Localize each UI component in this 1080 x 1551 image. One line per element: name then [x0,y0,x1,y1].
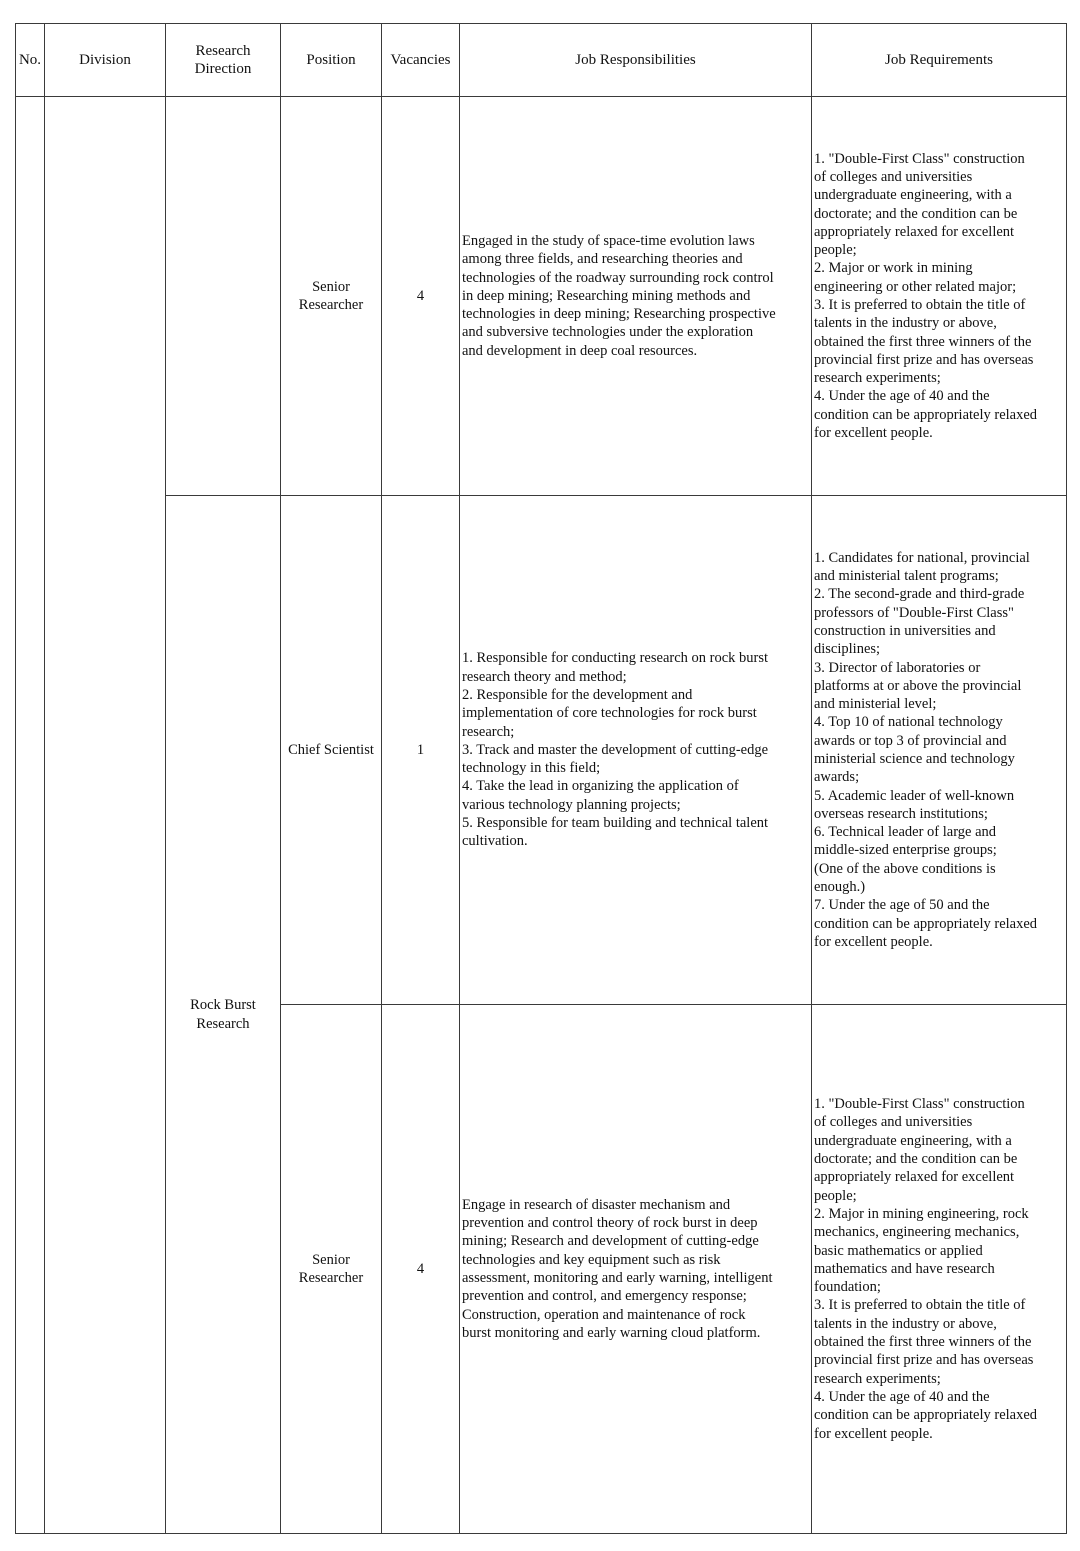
responsibilities-cell: Engaged in the study of space-time evolution laws among three fields, and researching theories and technologies of the roadway surrounding rock control in deep mining; Researching mining methods and technologies in deep mining; Researching prospective and subversive technologies under the exploration and development in deep coal resources. [460,97,812,496]
header-research-direction: Research Direction [166,24,281,97]
vacancies-cell: 4 [382,97,460,496]
research-direction-cell [166,97,281,496]
header-position: Position [281,24,382,97]
requirements-cell: 1. Candidates for national, provincial and ministerial talent programs; 2. The second-grade and third-grade professors of "Double-First Class" construction in universities and disciplines; 3. Director of laboratories or platforms at or above the provincial and ministerial level; 4. Top 10 of national technology awards or top 3 of provincial and ministerial science and technology awards; 5. Academic leader of well-known overseas research institutions; 6. Technical leader of large and middle-sized enterprise groups; (One of the above conditions is enough.) 7. Under the age of 50 and the condition can be appropriately relaxed for excellent people. [812,496,1067,1005]
position-cell: Senior Researcher [281,97,382,496]
no-cell [16,97,45,1534]
requirements-cell: 1. "Double-First Class" construction of colleges and universities undergraduate engineering, with a doctorate; and the condition can be appropriately relaxed for excellent people; 2. Major or work in mining engineering or other related major; 3. It is preferred to obtain the title of talents in the industry or above, obtained the first three winners of the provincial first prize and has overseas research experiments; 4. Under the age of 40 and the condition can be appropriately relaxed for excellent people. [812,97,1067,496]
table-row [16,496,1067,1005]
header-division: Division [45,24,166,97]
header-row [16,24,1067,97]
responsibilities-cell: 1. Responsible for conducting research on rock burst research theory and method; 2. Responsible for the development and implementation of core technologies for rock burst research; 3. Track and master the development of cutting-edge technology in this field; 4. Take the lead in organizing the application of various technology planning projects; 5. Responsible for team building and technical talent cultivation. [460,496,812,1005]
position-cell: Senior Researcher [281,1005,382,1534]
requirements-cell: 1. "Double-First Class" construction of colleges and universities undergraduate engineering, with a doctorate; and the condition can be appropriately relaxed for excellent people; 2. Major in mining engineering, rock mechanics, engineering mechanics, basic mathematics or applied mathematics and have research foundation; 3. It is preferred to obtain the title of talents in the industry or above, obtained the first three winners of the provincial first prize and has overseas research experiments; 4. Under the age of 40 and the condition can be appropriately relaxed for excellent people. [812,1005,1067,1534]
vacancies-cell: 4 [382,1005,460,1534]
header-job-requirements: Job Requirements [812,24,1067,97]
position-cell: Chief Scientist [281,496,382,1005]
responsibilities-cell: Engage in research of disaster mechanism and prevention and control theory of rock burst in deep mining; Research and development of cutting-edge technologies and key equipment such as risk assessment, monitoring and early warning, intelligent prevention and control, and emergency response; Construction, operation and maintenance of rock burst monitoring and early warning cloud platform. [460,1005,812,1534]
table-row [16,97,1067,496]
job-table [15,23,1067,1534]
header-job-responsibilities: Job Responsibilities [460,24,812,97]
division-cell [45,97,166,1534]
vacancies-cell: 1 [382,496,460,1005]
header-no: No. [16,24,45,97]
research-direction-cell: Rock Burst Research [166,496,281,1534]
header-vacancies: Vacancies [382,24,460,97]
